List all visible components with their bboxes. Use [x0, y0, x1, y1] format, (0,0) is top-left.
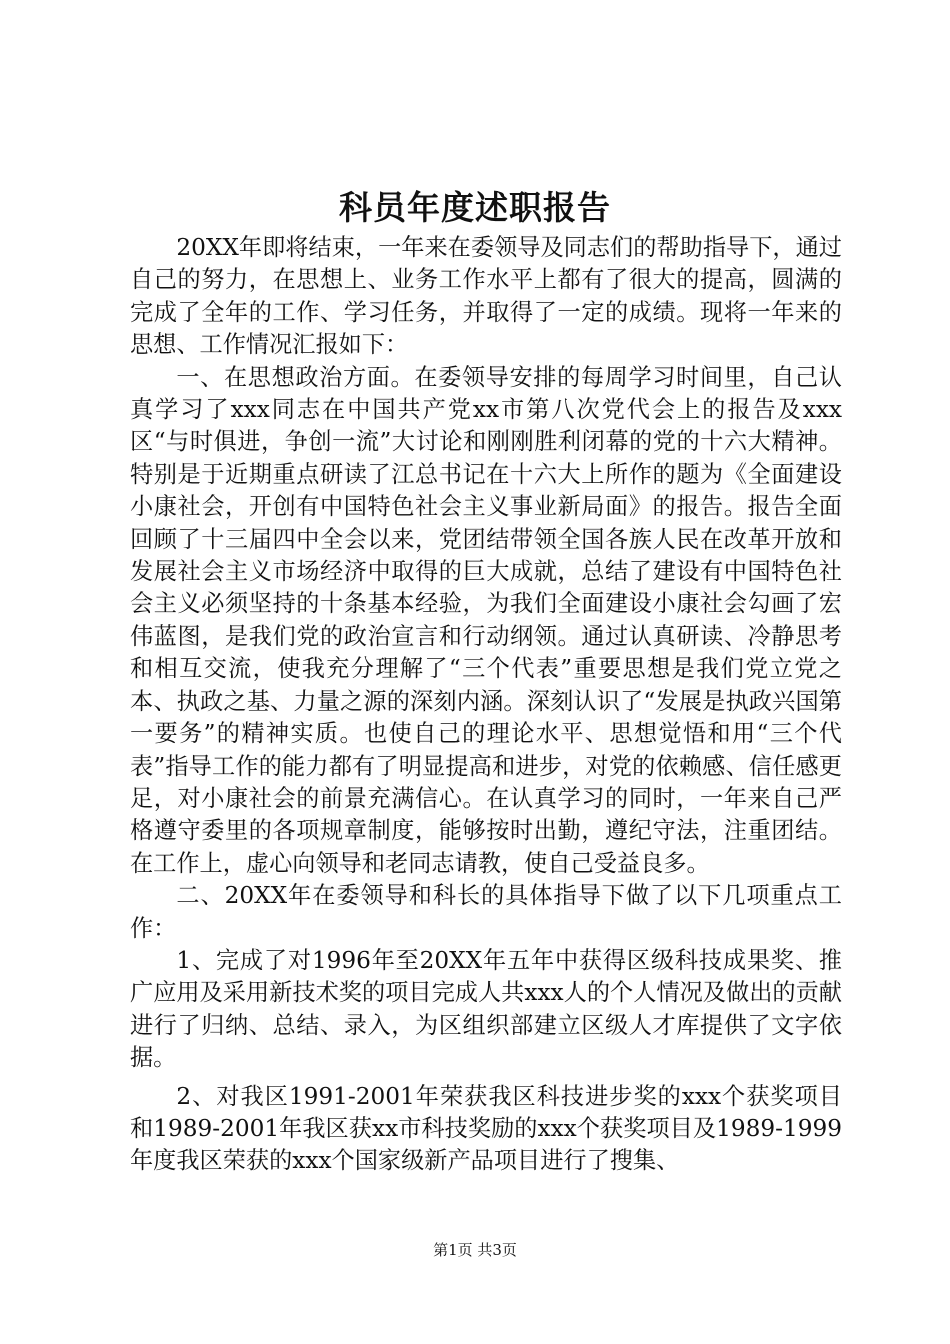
page-number-footer: 第1页 共3页	[433, 1241, 517, 1259]
paragraph-item-2: 2、对我区1991-2001年荣获我区科技进步奖的xxx个获奖项目和1989-2001年我区获xx市科技奖励的xxx个获奖项目及1989-1999年度我区荣获的xxx个国家级新产品项目进行了搜集、	[130, 1082, 842, 1175]
paragraph-intro: 20XX年即将结束，一年来在委领导及同志们的帮助指导下，通过自己的努力，在思想上、业务工作水平上都有了很大的提高，圆满的完成了全年的工作、学习任务，并取得了一定的成绩。现将一年来的思想、工作情况汇报如下：	[130, 234, 842, 359]
document-title: 科员年度述职报告	[339, 188, 611, 227]
paragraph-ideology: 一、在思想政治方面。在委领导安排的每周学习时间里，自己认真学习了xxx同志在中国共产党xx市第八次党代会上的报告及xxx区“与时俱进，争创一流”大讨论和刚刚胜利闭幕的党的十六大精神。特别是于近期重点研读了江总书记在十六大上所作的题为《全面建设小康社会，开创有中国特色社会主义事业新局面》的报告。报告全面回顾了十三届四中全会以来，党团结带领全国各族人民在改革开放和发展社会主义市场经济中取得的巨大成就，总结了建设有中国特色社会主义必须坚持的十条基本经验，为我们全面建设小康社会勾画了宏伟蓝图，是我们党的政治宣言和行动纲领。通过认真研读、冷静思考和相互交流，使我充分理解了“三个代表”重要思想是我们党立党之本、执政之基、力量之源的深刻内涵。深刻认识了“发展是执政兴国第一要务”的精神实质。也使自己的理论水平、思想觉悟和用“三个代表”指导工作的能力都有了明显提高和进步，对党的依赖感、信任感更足，对小康社会的前景充满信心。在认真学习的同时，一年来自己严格遵守委里的各项规章制度，能够按时出勤，遵纪守法，注重团结。在工作上，虚心向领导和老同志请教，使自己受益良多。	[130, 363, 842, 877]
paragraph-item-1: 1、完成了对1996年至20XX年五年中获得区级科技成果奖、推广应用及采用新技术奖的项目完成人共xxx人的个人情况及做出的贡献进行了归纳、总结、录入，为区组织部建立区级人才库提供了文字依据。	[130, 946, 842, 1072]
paragraph-key-work: 二、20XX年在委领导和科长的具体指导下做了以下几项重点工作：	[130, 882, 842, 942]
document-body	[130, 232, 842, 1178]
